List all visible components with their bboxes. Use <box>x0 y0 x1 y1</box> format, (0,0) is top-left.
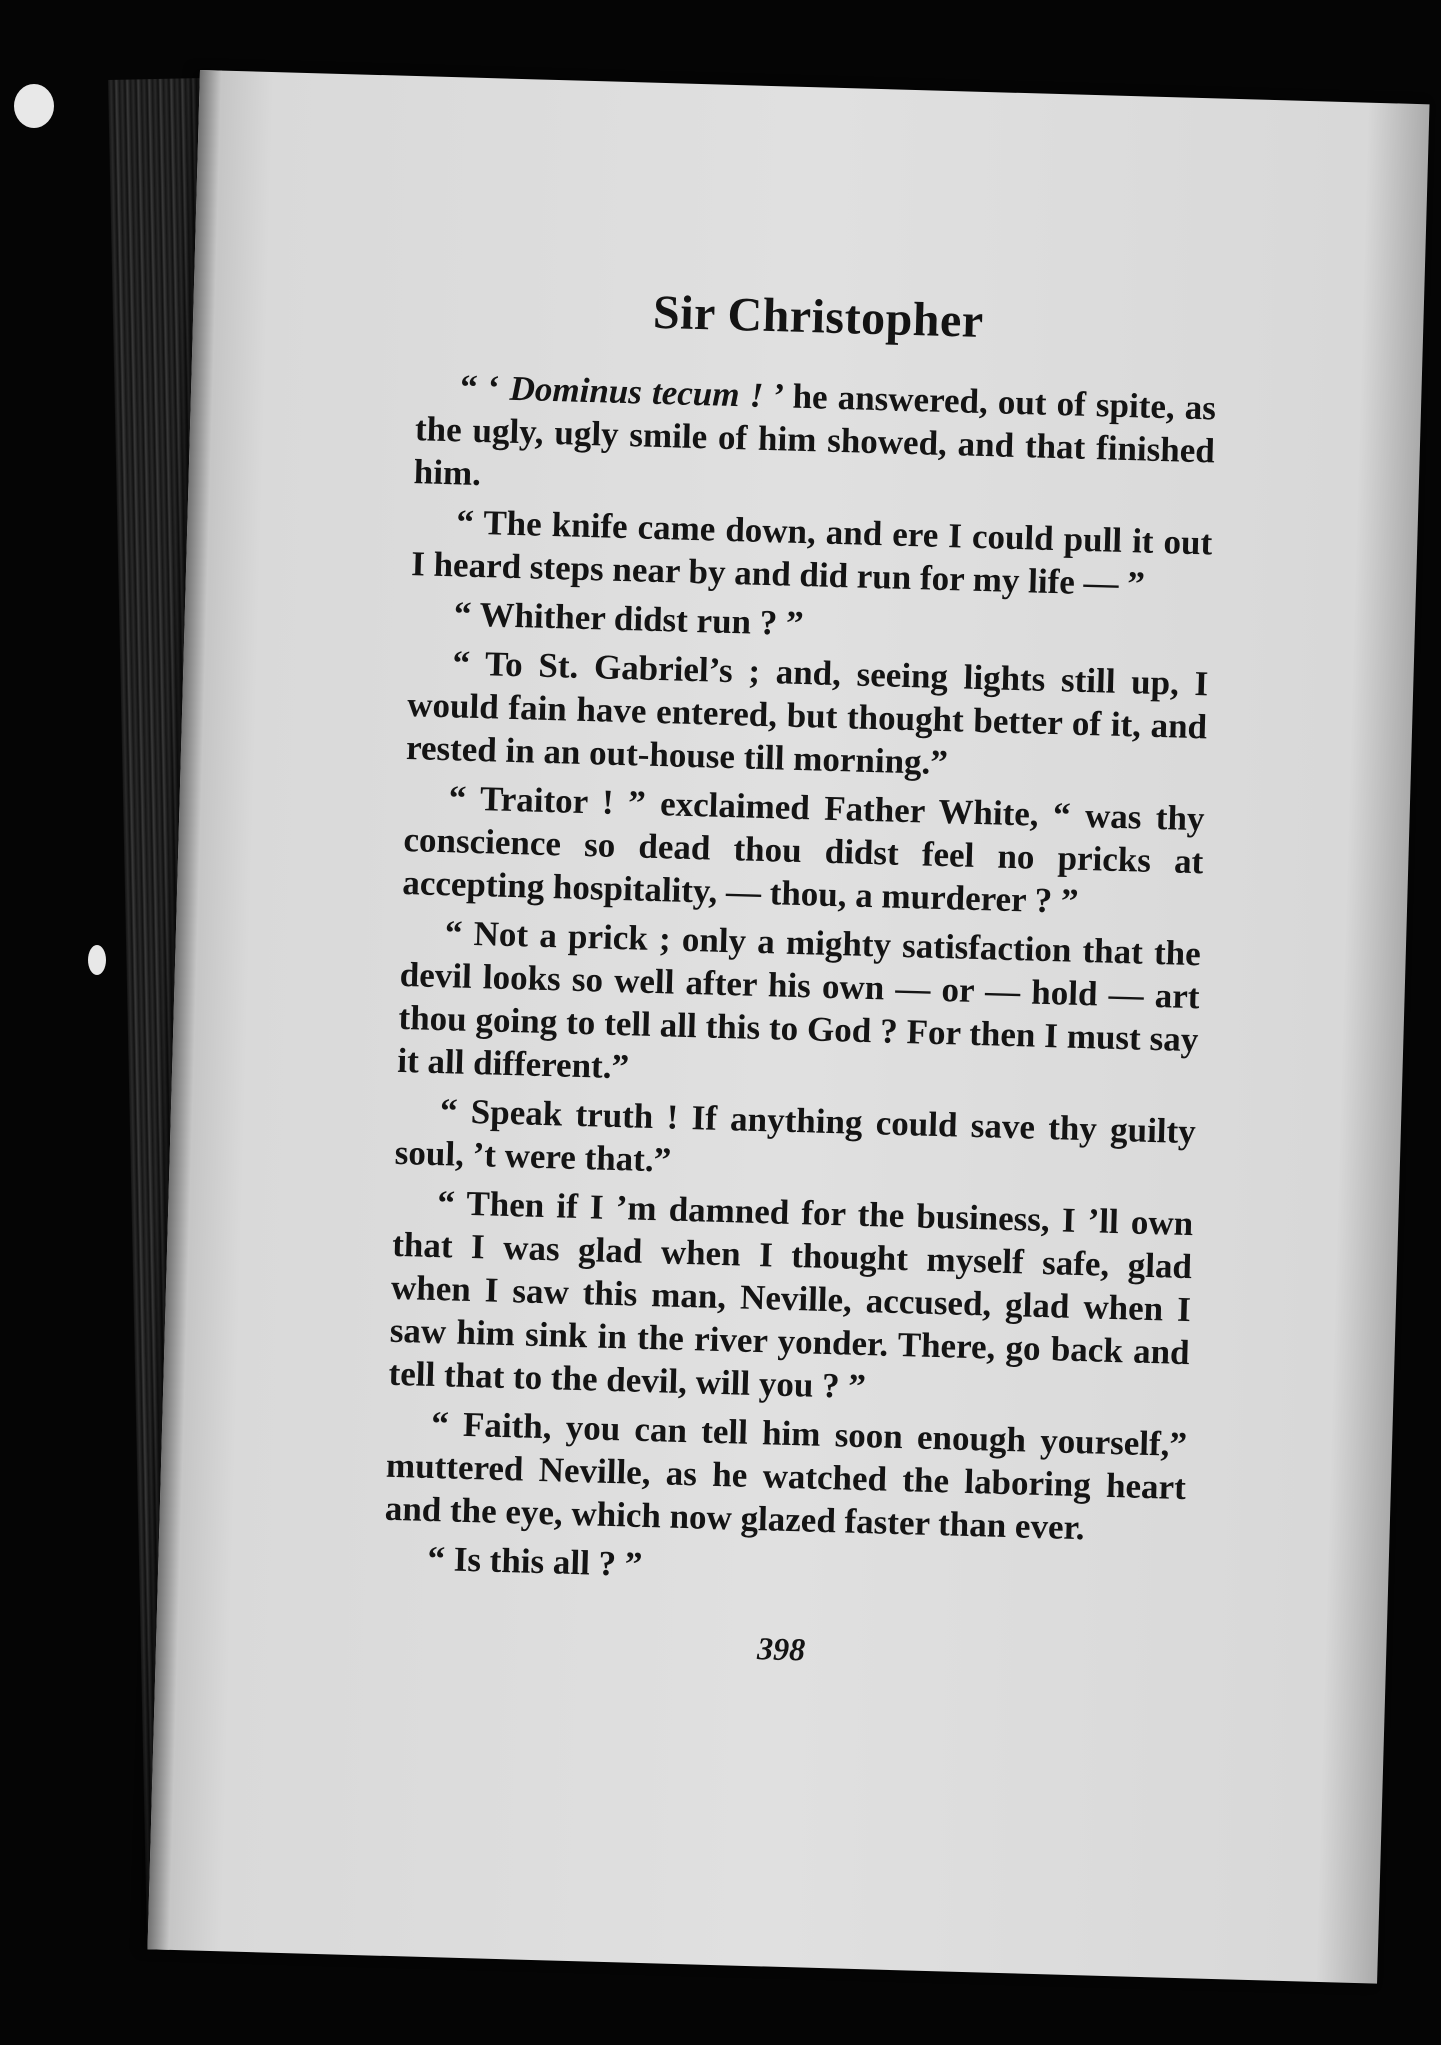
paragraph-text: he answered, out of spite, as the ugly, ugly smile of him showed, and that finished him. <box>413 376 1217 493</box>
paragraph: “ Speak truth ! If anything could save thy guilty soul, ’t were that.” <box>394 1091 1197 1180</box>
paragraph: “ Faith, you can tell him soon enough yourself,” muttered Neville, as he watched the laboring heart and the eye, which now glazed faster than ever. <box>384 1403 1188 1548</box>
paragraph: “ Then if I ’m damned for the business, I ’ll own that I was glad when I thought myself safe, glad when I saw this man, Neville, accused, glad when I saw him sink in the river yonder. There, go back and tell that to the devil, will you ? ” <box>388 1183 1194 1407</box>
close-quote: ’ <box>762 375 794 416</box>
dust-speck <box>14 84 54 128</box>
paragraph: “ Traitor ! ” exclaimed Father White, “ was thy conscience so dead thou didst feel no pricks at accepting hospitality, — thou, a murderer ? ” <box>401 778 1206 921</box>
page-text-block <box>381 276 1219 1682</box>
paragraph: “ The knife came down, and ere I could pull it out I heard steps near by and did run for my life — ” <box>410 502 1213 604</box>
page-number: 398 <box>756 1630 806 1668</box>
book-page <box>148 70 1430 1984</box>
open-quote: “ ‘ <box>459 367 511 408</box>
dust-speck <box>88 945 106 975</box>
paragraph: “ Whither didst run ? ” <box>453 594 805 644</box>
paragraph: “ Is this all ? ” <box>426 1538 643 1584</box>
paragraph <box>413 364 1216 515</box>
paragraph: “ Not a prick ; only a mighty satisfaction that the devil looks so well after his own — or — hold — art thou going to tell all this to God ? For then I must say it all different.” <box>396 913 1202 1087</box>
running-head: Sir Christopher <box>652 285 985 348</box>
paragraph: “ To St. Gabriel’s ; and, seeing lights still up, I would fain have entered, but thought better of it, and rested in an out-house till morning.” <box>405 643 1209 783</box>
latin-phrase: Dominus tecum ! <box>509 368 764 415</box>
